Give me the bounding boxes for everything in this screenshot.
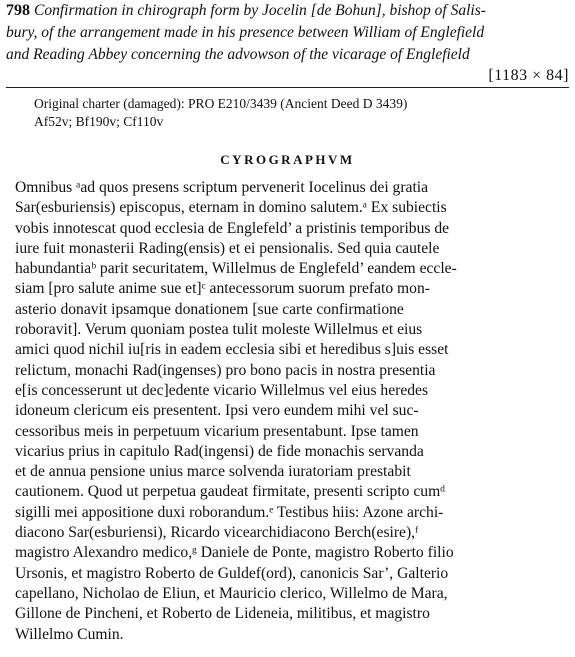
- charter-line: siam [pro salute anime sue et]ᶜ antecessorum suorum prefato mon-: [15, 280, 430, 298]
- charter-line: Gillone de Pincheni, et Roberto de Lideneia, militibus, et magistro: [15, 605, 430, 623]
- entry-title-line-3: and Reading Abbey concerning the advowson of the vicarage of Englefield: [6, 46, 470, 63]
- charter-line: e[is concesserunt ut dec]edente vicario Willelmus vel eius heredes: [15, 381, 429, 399]
- charter-line: capellano, Nicholao de Eliun, et Mauricio clerico, Willelmo de Mara,: [15, 584, 448, 602]
- charter-line: iure fuit monasterii Rading(ensis) et ei pensionalis. Sed quia cautele: [15, 239, 440, 257]
- entry-heading: [6, 0, 569, 86]
- charter-line: et de annua pensione unius marce solvenda iuratoriam prestabit: [15, 463, 411, 481]
- source-references: [34, 95, 554, 131]
- entry-title-line-1: [6, 0, 569, 22]
- charter-line: vobis innotescat quod ecclesia de Englefeld’ a pristinis temporibus de: [15, 219, 450, 237]
- section-title: CYROGRAPHVM: [220, 152, 355, 167]
- charter-line: Willelmo Cumin.: [15, 625, 124, 643]
- charter-line: magistro Alexandro medico,ᵍ Daniele de Ponte, magistro Roberto filio: [15, 544, 454, 562]
- charter-line: roboravit]. Verum quoniam postea tulit moleste Willelmus et eius: [15, 321, 423, 339]
- charter-line: asterio donavit ipsamque donationem [sue carte confirmatione: [15, 300, 404, 318]
- charter-line: amici quod nichil iu[ris in eadem ecclesia sibi et heredibus s]uis esset: [15, 341, 449, 359]
- charter-line: idoneum clericum eis presentent. Ipsi vero eundem mihi vel suc-: [15, 402, 419, 420]
- charter-line: relictum, monachi Rad(ingenses) pro bono pacis in nostra presentia: [15, 361, 436, 379]
- charter-line: habundantiaᵇ parit securitatem, Willelmus de Englefeld’ eandem eccle-: [15, 260, 457, 278]
- charter-line: cessoribus meis in perpetuum vicarium presentabunt. Ipse tamen: [15, 422, 419, 440]
- charter-line: diacono Sar(esburiensi), Ricardo vicearchidiacono Berch(esire),ᶠ: [15, 524, 419, 542]
- charter-text: [15, 178, 567, 645]
- charter-line: vicarius prius in capitulo Rad(ingensi) de fide monachis servanda: [15, 442, 424, 460]
- charter-line: sigilli mei appositione duxi roborandum.ᵉ Testibus hiis: Azone archi-: [15, 503, 444, 521]
- charter-line: Omnibus ᵃad quos presens scriptum pervenerit Iocelinus dei gratia: [15, 179, 429, 196]
- entry-title-text: Confirmation in chirograph form by Jocelin [de Bohun], bishop of Salis-: [34, 2, 486, 19]
- heading-divider: [6, 87, 569, 88]
- entry-date: [1183 × 84]: [488, 67, 569, 84]
- entry-number: 798: [6, 2, 30, 19]
- source-line-original: Original charter (damaged): PRO E210/3439 (Ancient Deed D 3439): [34, 96, 408, 111]
- charter-line: Sar(esburiensis) episcopus, eternam in domino salutem.ᵃ Ex subiectis: [15, 199, 447, 217]
- charter-line: Ursonis, et magistro Roberto de Guldef(ord), canonicis Sar’, Galterio: [15, 564, 449, 582]
- source-line-cartularies: Af52v; Bf190v; Cf110v: [34, 114, 164, 129]
- entry-title-line-2: bury, of the arrangement made in his presence between William of Englefield: [6, 24, 485, 41]
- charter-line: cautionem. Quod ut perpetua gaudeat firmitate, presenti scripto cumᵈ: [15, 483, 446, 501]
